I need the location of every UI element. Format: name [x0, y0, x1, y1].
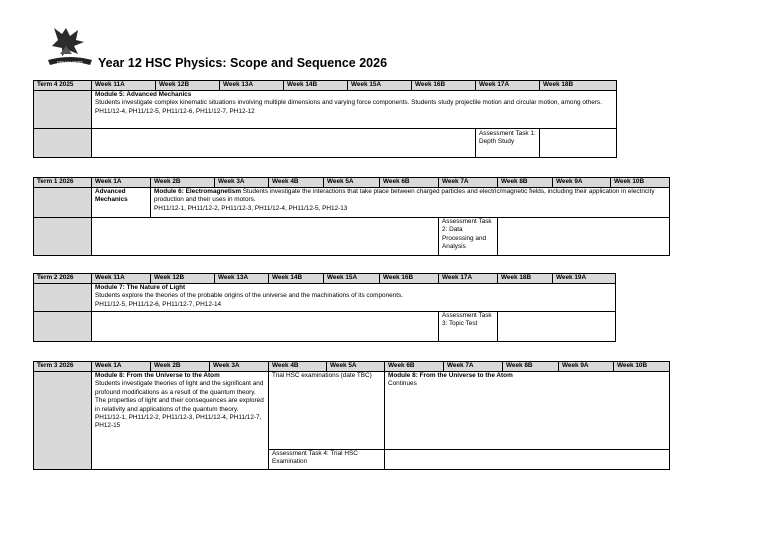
week-header: Week 9A: [553, 178, 611, 188]
module-cell: [92, 284, 616, 312]
term-label: Term 1 2026: [34, 178, 92, 188]
week-header: Week 11A: [92, 81, 156, 91]
carry-module-cell: [92, 188, 151, 218]
week-header: Week 6B: [385, 362, 444, 372]
module-outcomes: PH11/12-1, PH11/12-2, PH11/12-3, PH11/12-4, PH11/12-5, PH12-13: [154, 204, 348, 212]
week-header: Week 8B: [503, 362, 559, 372]
week-header: Week 17A: [476, 81, 540, 91]
module-outcomes: PH11/12-1, PH11/12-2, PH11/12-3, PH11/12-4, PH11/12-7, PH12-15: [95, 414, 262, 430]
assessment-label: Assessment Task 3: Topic Test: [442, 312, 492, 328]
week-header: Week 5A: [327, 362, 385, 372]
row-label-cell: [34, 91, 92, 129]
week-header: Week 2B: [151, 362, 210, 372]
module-cont-title: Module 8: From the Universe to the Atom: [388, 372, 513, 379]
module-title: Module 7: The Nature of Light: [95, 284, 186, 291]
week-header: Week 11A: [92, 274, 151, 284]
assessment-cell: [476, 129, 540, 158]
row-label-cell: [34, 284, 92, 312]
term-label: Term 3 2026: [34, 362, 92, 372]
week-header: Week 13A: [220, 81, 284, 91]
week-header: Week 3A: [210, 362, 269, 372]
week-header: Week 4B: [269, 362, 327, 372]
empty-cell: [385, 450, 670, 470]
trial-exams-cell: [269, 372, 385, 450]
row-label-cell: [34, 312, 92, 342]
module-title: Module 5: Advanced Mechanics: [95, 91, 192, 98]
week-header: Week 18B: [540, 81, 617, 91]
week-header: Week 4B: [269, 178, 324, 188]
week-header: Week 1A: [92, 178, 151, 188]
week-header: Week 7A: [444, 362, 503, 372]
week-header: Week 16B: [412, 81, 476, 91]
carry-module-title: Advanced Mechanics: [95, 188, 128, 204]
module-title: Module 8: From the Universe to the Atom: [95, 372, 220, 379]
empty-cell: [92, 129, 476, 158]
term-label: Term 4 2025: [34, 81, 92, 91]
empty-cell: [92, 218, 439, 256]
week-header: Week 16B: [380, 274, 439, 284]
module-cont-cell: [385, 372, 670, 450]
module-title: Module 6: Electromagnetism: [154, 188, 242, 195]
row-label-cell: [34, 218, 92, 256]
assessment-cell: [269, 450, 385, 470]
empty-cell: [498, 312, 616, 342]
week-header: Week 19A: [553, 274, 616, 284]
week-header: Week 10B: [611, 178, 670, 188]
assessment-label: Assessment Task 2: Data Processing and Analysis: [442, 218, 492, 251]
week-header: Week 17A: [439, 274, 498, 284]
week-header: Week 8B: [498, 178, 553, 188]
empty-cell: [498, 218, 670, 256]
term2-2026-table: [33, 273, 616, 342]
week-header: Week 14B: [269, 274, 324, 284]
crest-motto: FIDE ET LABORE: [57, 60, 83, 65]
term3-2026-table: [33, 361, 670, 470]
assessment-label: Assessment Task 1: Depth Study: [479, 130, 536, 146]
week-header: Week 15A: [348, 81, 412, 91]
assessment-label: Assessment Task 4: Trial HSC Examination: [272, 450, 358, 466]
week-header: Week 13A: [215, 274, 269, 284]
week-header: Week 10B: [614, 362, 670, 372]
module-outcomes: PH11/12-5, PH11/12-6, PH11/12-7, PH12-14: [95, 300, 222, 308]
module-cont-description: Continues: [388, 380, 417, 388]
school-crest-icon: [44, 24, 96, 68]
row-label-cell: [34, 372, 92, 470]
trial-exams-label: Trial HSC examinations (date TBC): [272, 372, 372, 379]
week-header: Week 12B: [151, 274, 215, 284]
week-header: Week 1A: [92, 362, 151, 372]
week-header: Week 9A: [559, 362, 614, 372]
module-cell: [151, 188, 670, 218]
assessment-cell: [439, 218, 498, 256]
term1-2026-table: [33, 177, 670, 256]
term-label: Term 2 2026: [34, 274, 92, 284]
row-label-cell: [34, 129, 92, 158]
week-header: Week 12B: [156, 81, 220, 91]
week-header: Week 2B: [151, 178, 215, 188]
module-description: Students investigate the interactions that take place between charged particles and electric/magnetic fields, including their application in electricity production and their uses in motors.: [154, 188, 655, 204]
row-label-cell: [34, 188, 92, 218]
empty-cell: [92, 312, 439, 342]
empty-cell: [540, 129, 617, 158]
page-title: Year 12 HSC Physics: Scope and Sequence 2026: [98, 56, 388, 70]
module-outcomes: PH11/12-4, PH11/12-5, PH11/12-6, PH11/12-7, PH12-12: [95, 107, 255, 115]
term4-2025-table: [33, 80, 617, 158]
module-description: Students investigate complex kinematic situations involving multiple dimensions and varying force components. Students study projectile motion and circular motion, among others.: [95, 99, 602, 107]
module-description: Students investigate theories of light and the significant and profound modifications as a result of the quantum theory. The properties of light and their consequences are explored in relativity and applications of the quantum theory.: [95, 380, 264, 413]
week-header: Week 6B: [380, 178, 439, 188]
week-header: Week 7A: [439, 178, 498, 188]
module-description: Students explore the theories of the probable origins of the universe and the machinations of its components.: [95, 292, 404, 300]
module-cell: [92, 91, 617, 129]
module-cell: [92, 372, 269, 470]
week-header: Week 3A: [215, 178, 269, 188]
week-header: Week 18B: [498, 274, 553, 284]
week-header: Week 15A: [324, 274, 380, 284]
week-header: Week 14B: [284, 81, 348, 91]
week-header: Week 5A: [324, 178, 380, 188]
assessment-cell: [439, 312, 498, 342]
